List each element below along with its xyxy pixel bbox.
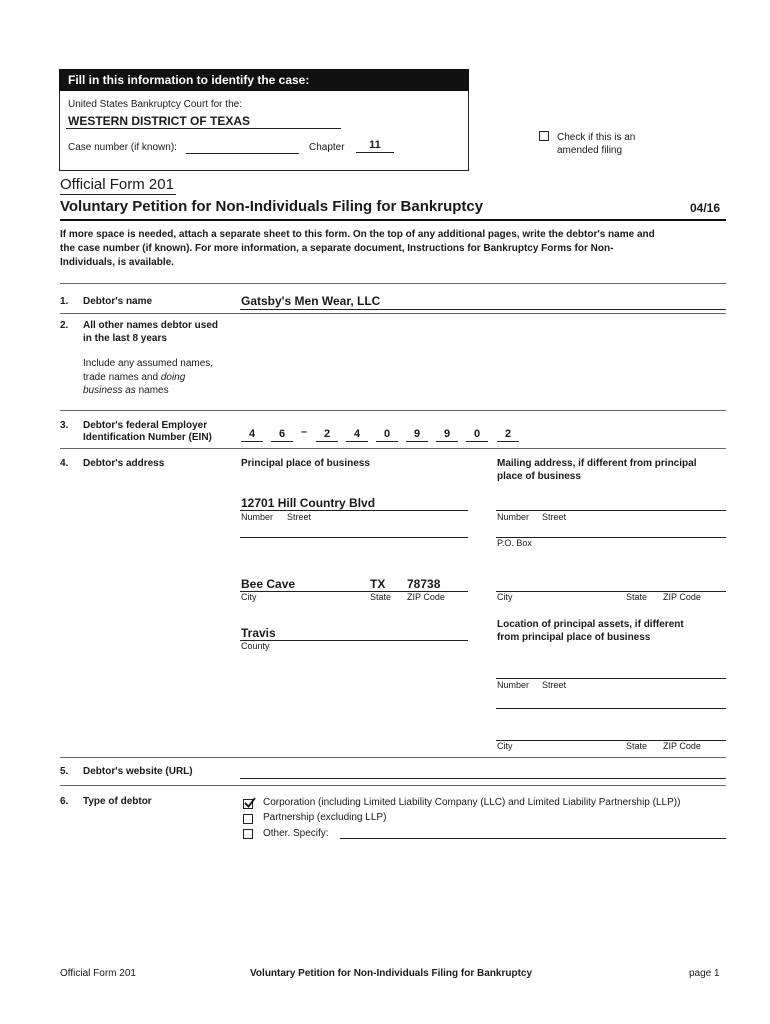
- chapter-label: Chapter: [309, 142, 345, 153]
- amended-label-2: amended filing: [557, 145, 623, 156]
- ein-digit-9[interactable]: 2: [497, 428, 519, 442]
- district-value[interactable]: WESTERN DISTRICT OF TEXAS: [68, 114, 251, 128]
- item-1-number: 1.: [60, 296, 69, 307]
- item-2-label-1: All other names debtor used: [83, 320, 219, 331]
- case-number-label: Case number (if known):: [68, 142, 177, 153]
- principal-county-value[interactable]: Travis: [241, 626, 276, 640]
- item-6-label: Type of debtor: [83, 796, 152, 807]
- debtor-name-underline: [240, 309, 726, 310]
- website-field[interactable]: [240, 764, 726, 779]
- ein-digit-4[interactable]: 4: [346, 428, 368, 442]
- partnership-label: Partnership (excluding LLP): [263, 812, 387, 823]
- assets-street-label: Street: [542, 680, 567, 690]
- instructions-line-2: the case number (if known). For more information, a separate document, Instructions for Bankruptcy Forms for Non-: [60, 243, 614, 254]
- court-label: United States Bankruptcy Court for the:: [68, 99, 242, 110]
- other-label: Other. Specify:: [263, 828, 329, 839]
- item-3-label-1: Debtor's federal Employer: [83, 420, 208, 431]
- principal-street-underline: [240, 510, 468, 511]
- item-4-number: 4.: [60, 458, 69, 469]
- item-1-label: Debtor's name: [83, 296, 153, 307]
- mailing-number-label: Number: [497, 512, 530, 522]
- chapter-value[interactable]: 11: [356, 139, 394, 153]
- ein-digit-2[interactable]: 6: [271, 428, 293, 442]
- ein-digit-6[interactable]: 9: [406, 428, 428, 442]
- checkmark-icon: [244, 797, 256, 809]
- other-specify-field[interactable]: [340, 838, 726, 839]
- section-rule-2: [60, 313, 726, 314]
- footer-title: Voluntary Petition for Non-Individuals Filing for Bankruptcy: [250, 968, 533, 979]
- ein-digit-3[interactable]: 2: [316, 428, 338, 442]
- item-6-number: 6.: [60, 796, 69, 807]
- item-2-number: 2.: [60, 320, 69, 331]
- principal-state-label: State: [370, 592, 392, 602]
- corporation-label: Corporation (including Limited Liability Company (LLC) and Limited Liability Partnership (LLP)): [263, 797, 681, 808]
- item-2-hint-1: Include any assumed names,: [83, 358, 214, 369]
- case-info-header: Fill in this information to identify the case:: [59, 69, 469, 91]
- other-checkbox[interactable]: [243, 829, 253, 839]
- form-name-underline: [60, 194, 176, 195]
- section-rule-3: [60, 410, 726, 411]
- debtor-name-value[interactable]: Gatsby's Men Wear, LLC: [241, 294, 381, 308]
- item-3-number: 3.: [60, 420, 69, 431]
- principal-street-label: Street: [287, 512, 312, 522]
- form-name: Official Form 201: [60, 176, 174, 193]
- mailing-state-label: State: [626, 592, 648, 602]
- item-2-hint-3: business as names: [83, 385, 169, 396]
- ein-digit-8[interactable]: 0: [466, 428, 488, 442]
- item-5-label: Debtor's website (URL): [83, 766, 193, 777]
- mailing-street-label: Street: [542, 512, 567, 522]
- amended-filing-checkbox[interactable]: [539, 131, 549, 141]
- section-rule-5: [60, 757, 726, 758]
- section-rule-4: [60, 448, 726, 449]
- item-4-label: Debtor's address: [83, 458, 165, 469]
- instructions-line-1: If more space is needed, attach a separate sheet to this form. On the top of any additional pages, write the debtor's name and: [60, 229, 655, 240]
- principal-heading: Principal place of business: [241, 458, 370, 469]
- partnership-checkbox[interactable]: [243, 814, 253, 824]
- item-2-hint-2: trade names and doing: [83, 372, 186, 383]
- principal-zip-label: ZIP Code: [407, 592, 445, 602]
- mailing-zip-label: ZIP Code: [663, 592, 701, 602]
- principal-county-label: County: [241, 641, 270, 651]
- amended-label-1: Check if this is an: [557, 132, 636, 143]
- mailing-street-line[interactable]: [496, 510, 726, 511]
- assets-heading-1: Location of principal assets, if different: [497, 619, 684, 630]
- principal-county-underline: [240, 640, 468, 641]
- ein-digit-5[interactable]: 0: [376, 428, 398, 442]
- principal-street-value[interactable]: 12701 Hill Country Blvd: [241, 496, 376, 510]
- footer-form-name: Official Form 201: [60, 968, 136, 979]
- assets-number-label: Number: [497, 680, 530, 690]
- assets-street-line[interactable]: [496, 678, 726, 679]
- assets-state-label: State: [626, 741, 648, 751]
- mailing-city-label: City: [497, 592, 513, 602]
- assets-zip-label: ZIP Code: [663, 741, 701, 751]
- mailing-heading-2: place of business: [497, 471, 581, 482]
- case-number-field[interactable]: [186, 140, 299, 154]
- assets-street2-line[interactable]: [496, 708, 726, 709]
- ein-dash: –: [301, 426, 308, 438]
- form-version: 04/16: [690, 201, 721, 215]
- instructions-line-3: Individuals, is available.: [60, 257, 174, 268]
- mailing-pobox-label: P.O. Box: [497, 538, 532, 548]
- form-title: Voluntary Petition for Non-Individuals Filing for Bankruptcy: [60, 198, 484, 215]
- principal-number-label: Number: [241, 512, 274, 522]
- footer-page: page 1: [689, 968, 720, 979]
- district-underline: [66, 128, 341, 129]
- principal-zip-value[interactable]: 78738: [407, 577, 441, 591]
- assets-heading-2: from principal place of business: [497, 632, 651, 643]
- principal-city-value[interactable]: Bee Cave: [241, 577, 296, 591]
- principal-city-label: City: [241, 592, 257, 602]
- title-rule: [60, 219, 726, 221]
- principal-street2-line[interactable]: [240, 537, 468, 538]
- principal-state-value[interactable]: TX: [370, 577, 386, 591]
- assets-city-label: City: [497, 741, 513, 751]
- section-rule-6: [60, 785, 726, 786]
- ein-digit-7[interactable]: 9: [436, 428, 458, 442]
- ein-digit-1[interactable]: 4: [241, 428, 263, 442]
- mailing-heading-1: Mailing address, if different from principal: [497, 458, 697, 469]
- corporation-checkbox[interactable]: [243, 799, 253, 809]
- item-3-label-2: Identification Number (EIN): [83, 432, 212, 443]
- item-5-number: 5.: [60, 766, 69, 777]
- item-2-label-2: in the last 8 years: [83, 333, 167, 344]
- section-rule-1: [60, 283, 726, 284]
